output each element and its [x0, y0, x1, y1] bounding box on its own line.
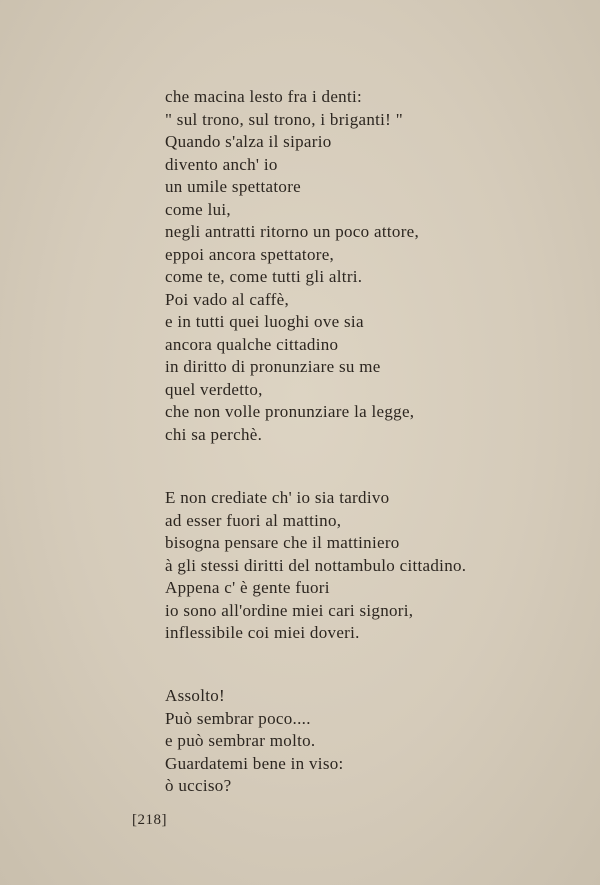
- poem-line: in diritto di pronunziare su me: [165, 357, 381, 376]
- poem-line: Quando s'alza il sipario: [165, 132, 332, 151]
- poem-line: come lui,: [165, 199, 231, 219]
- poem-line: come te, come tutti gli altri.: [165, 267, 363, 286]
- poem-line: ò ucciso?: [165, 776, 232, 795]
- poem-line: Appena c' è gente fuori: [165, 578, 330, 597]
- poem-stanza-3: [165, 685, 344, 798]
- poem-line: un umile spettatore: [165, 177, 301, 196]
- poem-line: e in tutti quei luoghi ove sia: [165, 312, 364, 331]
- poem-line: ancora qualche cittadino: [165, 334, 339, 354]
- poem-line: Assolto!: [165, 686, 226, 705]
- poem-line: negli antratti ritorno un poco attore,: [165, 222, 420, 241]
- poem-line: Può sembrar poco....: [165, 708, 311, 728]
- poem-line: io sono all'ordine miei cari signori,: [165, 600, 414, 620]
- poem-line: à gli stessi diritti del nottambulo cittadino.: [165, 555, 467, 575]
- poem-line: che macina lesto fra i denti:: [165, 87, 363, 106]
- poem-line: chi sa perchè.: [165, 424, 263, 444]
- poem-line: eppoi ancora spettatore,: [165, 244, 335, 264]
- poem-stanza-2: [165, 487, 466, 645]
- poem-stanza-1: [165, 86, 419, 446]
- poem-line: E non crediate ch' io sia tardivo: [165, 488, 390, 507]
- poem-line: inflessibile coi miei doveri.: [165, 623, 360, 642]
- poem-line: ad esser fuori al mattino,: [165, 510, 342, 530]
- page-number: [218]: [132, 812, 167, 828]
- poem-line: Guardatemi bene in viso:: [165, 753, 344, 773]
- poem-line: quel verdetto,: [165, 379, 263, 399]
- poem-line: e può sembrar molto.: [165, 731, 316, 750]
- poem-line: " sul trono, sul trono, i briganti! ": [165, 109, 403, 129]
- poem-line: che non volle pronunziare la legge,: [165, 402, 415, 421]
- poem-line: divento anch' io: [165, 154, 278, 174]
- poem-line: bisogna pensare che il mattiniero: [165, 533, 400, 552]
- poem-line: Poi vado al caffè,: [165, 289, 290, 309]
